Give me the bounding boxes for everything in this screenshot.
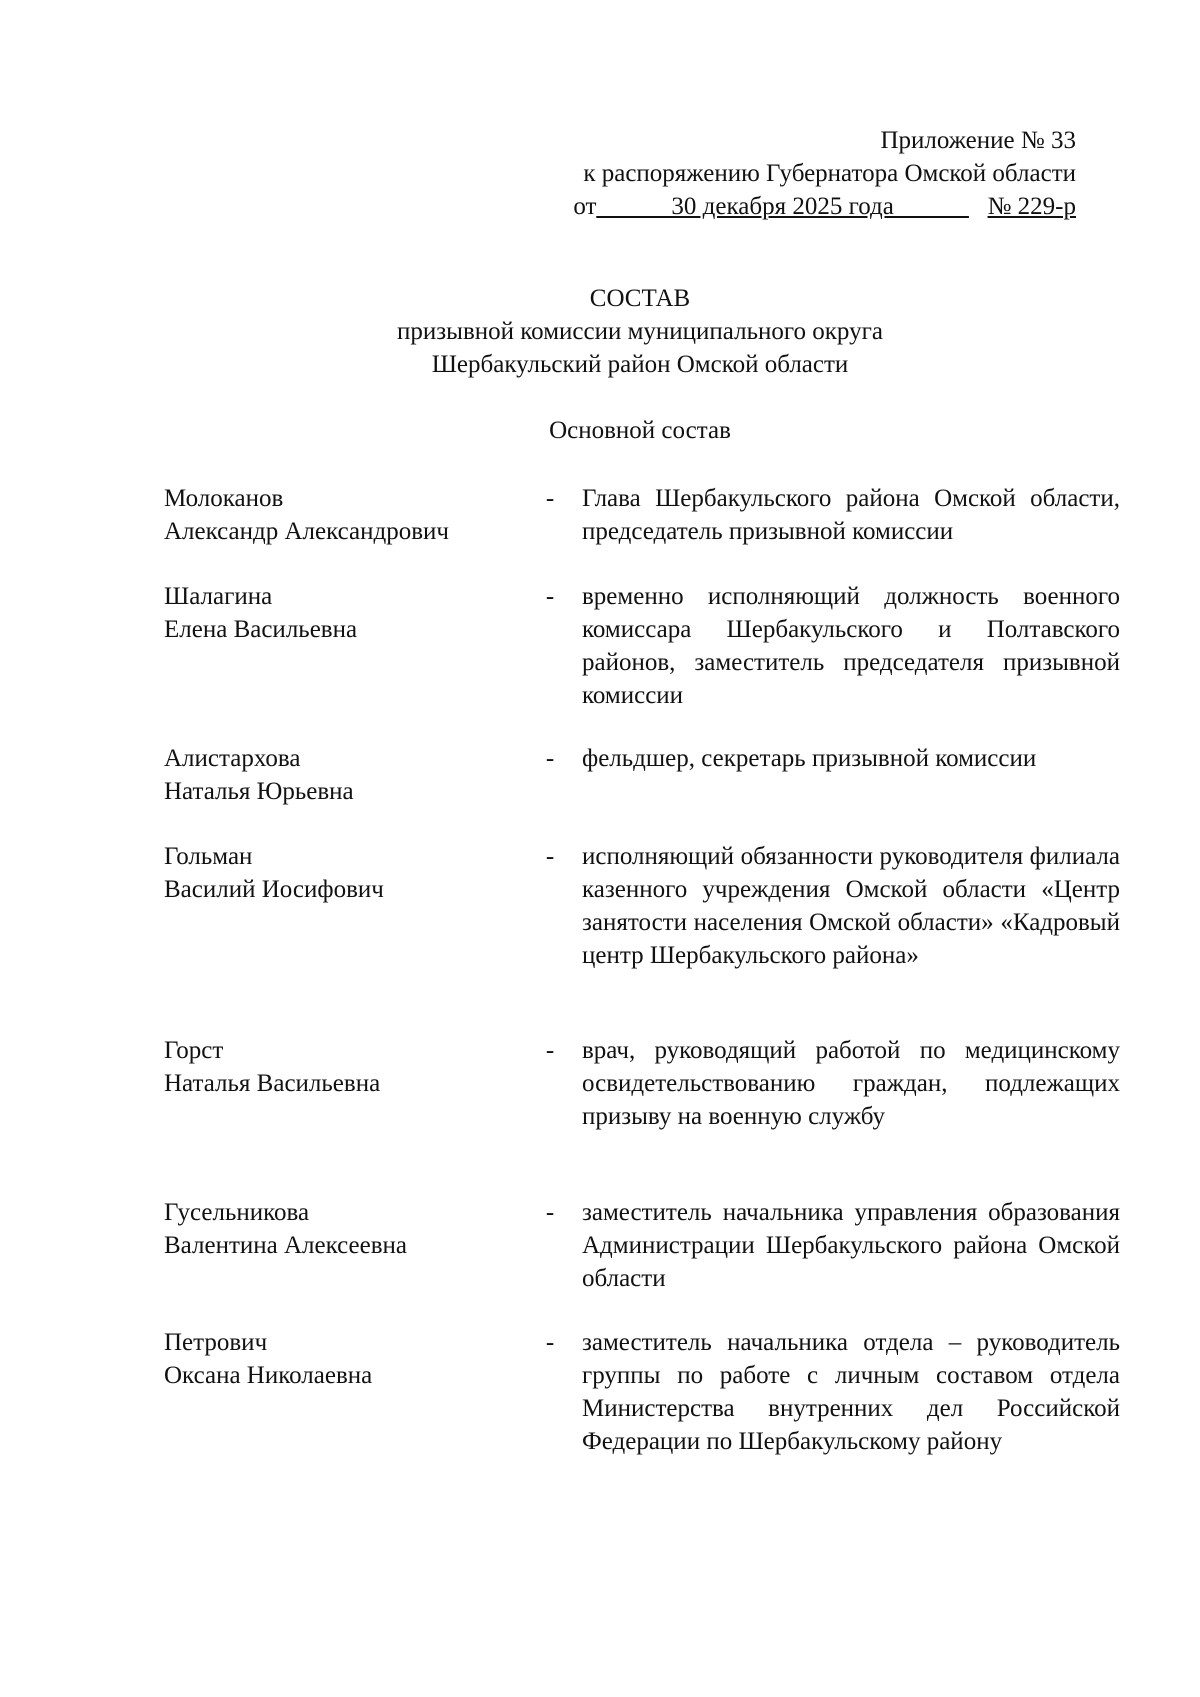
member-dash: - (545, 843, 555, 870)
member-dash: - (545, 1329, 555, 1356)
appendix-reference: к распоряжению Губернатора Омской области (583, 160, 1076, 187)
member-name (164, 1326, 524, 1392)
member-surname: Петрович (164, 1329, 268, 1356)
document-title-block (300, 282, 980, 381)
member-name (164, 840, 524, 906)
member-name (164, 742, 524, 808)
member-dash: - (545, 485, 555, 512)
member-dash: - (545, 1199, 555, 1226)
member-name (164, 1196, 524, 1262)
member-role: заместитель начальника управления образования Администрации Шербакульского района Омской области (582, 1199, 1120, 1292)
member-given-name: Александр Александрович (164, 518, 449, 545)
member-role: врач, руководящий работой по медицинскому освидетельствованию граждан, подлежащих призыву на военную службу (582, 1037, 1120, 1130)
member-surname: Молоканов (164, 485, 284, 512)
member-name (164, 580, 524, 646)
appendix-header (573, 124, 1076, 223)
member-surname: Горст (164, 1037, 224, 1064)
member-given-name: Наталья Юрьевна (164, 778, 354, 805)
member-surname: Шалагина (164, 583, 273, 610)
date-prefix: от (573, 193, 597, 220)
member-surname: Гусельникова (164, 1199, 310, 1226)
document-subtitle-1: призывной комиссии муниципального округа (397, 318, 883, 345)
document-subtitle-2: Шербакульский район Омской области (431, 351, 849, 378)
appendix-date-line (573, 190, 1076, 223)
member-role: временно исполняющий должность военного комиссара Шербакульского и Полтавского районов, заместитель председателя призывной комиссии (582, 583, 1120, 709)
member-role: Глава Шербакульского района Омской области, председатель призывной комиссии (582, 485, 1120, 545)
member-surname: Алистархова (164, 745, 301, 772)
member-role: исполняющий обязанности руководителя филиала казенного учреждения Омской области «Центр занятости населения Омской области» «Кадровый центр Шербакульского района» (582, 843, 1120, 969)
member-dash: - (545, 583, 555, 610)
section-title: Основной состав (549, 417, 731, 444)
member-given-name: Валентина Алексеевна (164, 1232, 407, 1259)
order-number: № 229-р (987, 193, 1076, 220)
member-role: фельдшер, секретарь призывной комиссии (582, 745, 1037, 772)
member-given-name: Елена Васильевна (164, 616, 358, 643)
order-date: ______30 декабря 2025 года______ (596, 193, 969, 220)
member-given-name: Василий Иосифович (164, 876, 384, 903)
member-dash: - (545, 1037, 555, 1064)
member-name (164, 482, 524, 548)
member-given-name: Наталья Васильевна (164, 1070, 381, 1097)
member-given-name: Оксана Николаевна (164, 1362, 373, 1389)
document-title: СОСТАВ (589, 285, 691, 312)
member-dash: - (545, 745, 555, 772)
appendix-number: Приложение № 33 (880, 127, 1076, 154)
member-role: заместитель начальника отдела – руководитель группы по работе с личным составом отдела Министерства внутренних дел Российской Федерации по Шербакульскому району (582, 1329, 1120, 1455)
member-name (164, 1034, 524, 1100)
member-surname: Гольман (164, 843, 253, 870)
